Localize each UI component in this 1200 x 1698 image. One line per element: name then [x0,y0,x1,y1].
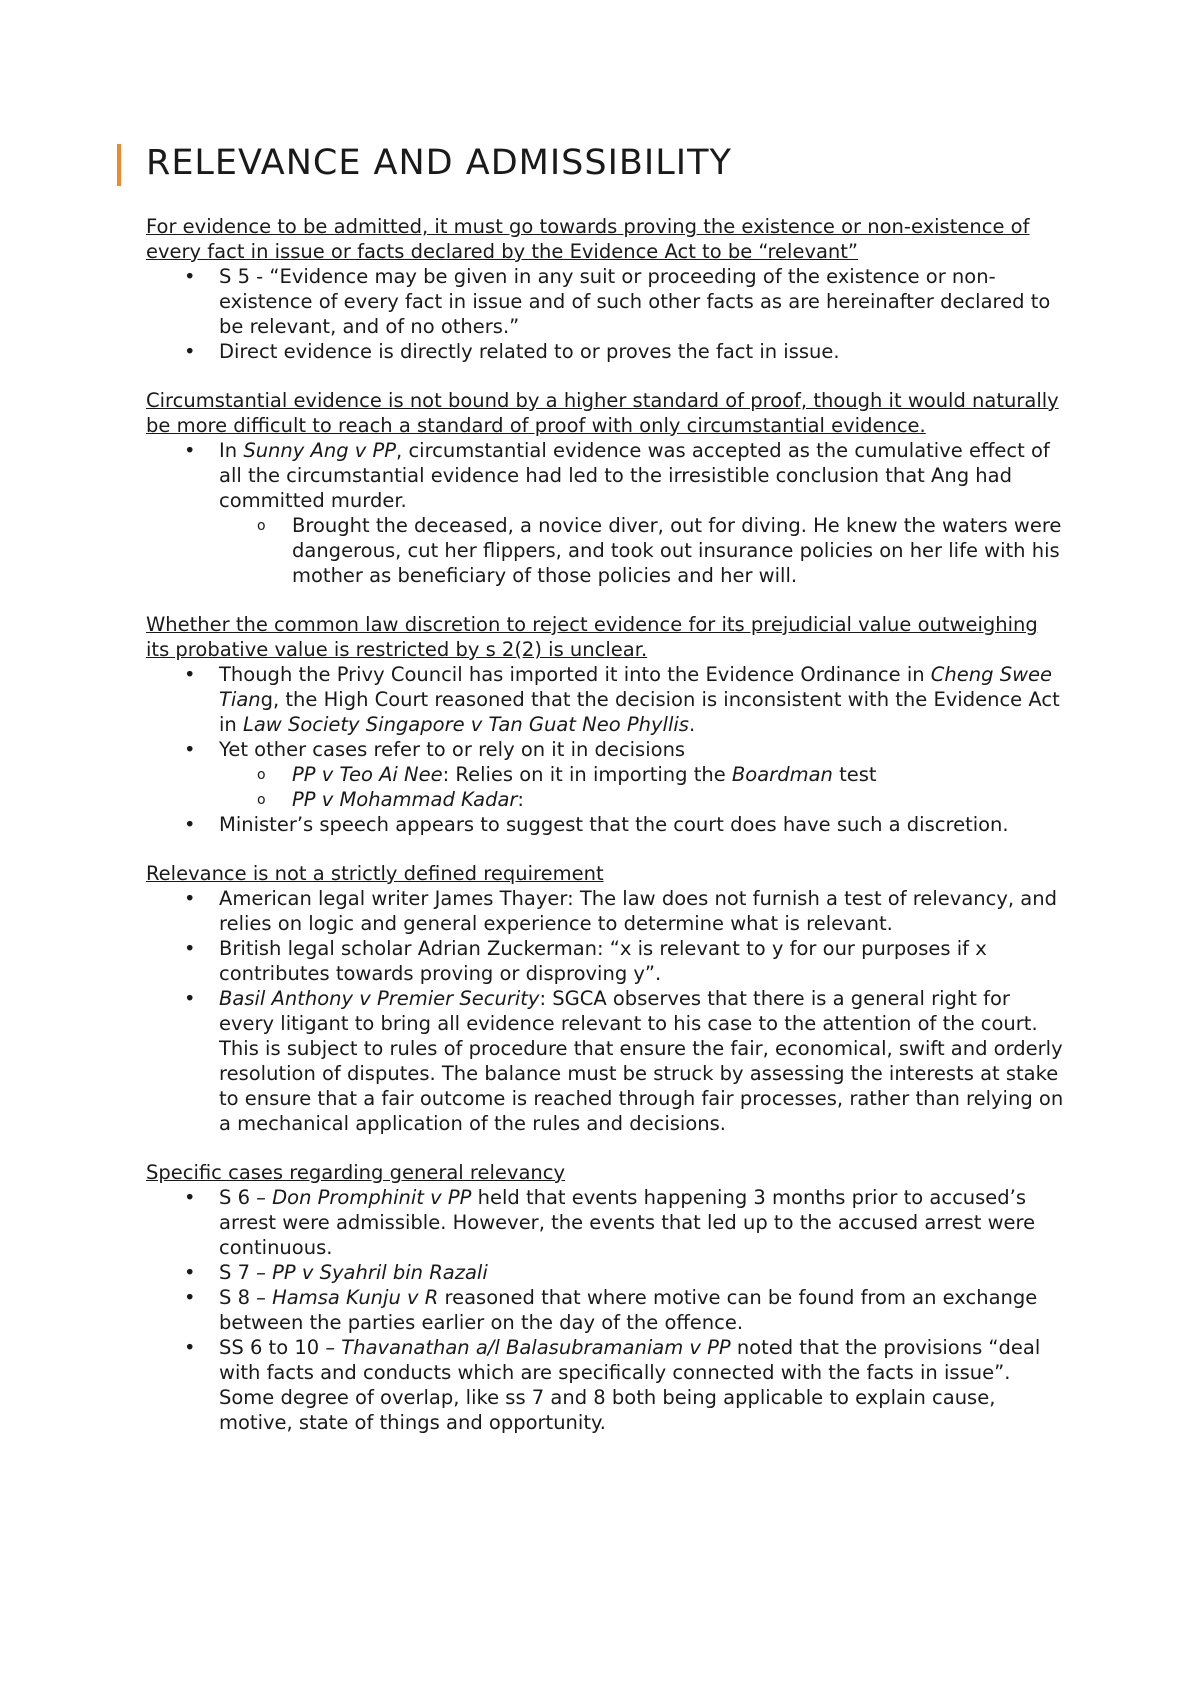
bullet-item [146,737,1066,812]
bullet-item [146,1260,1066,1285]
text-run: Though the Privy Council has imported it into the Evidence Ordinance in [219,663,931,686]
bullet-item [146,1185,1066,1260]
document-page [146,140,1066,1459]
bullet-list [146,662,1066,837]
text-run: Minister’s speech appears to suggest that the court does have such a discretion. [219,813,1009,836]
case-name: Thavanathan a/l Balasubramaniam v PP [341,1336,731,1359]
bullet-item [146,886,1066,936]
text-run: S 7 – [219,1261,273,1284]
section [146,1160,1066,1435]
title-accent-bar [117,144,121,186]
case-name: Cheng Swee Tian [219,663,1053,711]
page-title: RELEVANCE AND ADMISSIBILITY [146,143,732,183]
bullet-item [146,986,1066,1136]
case-name: PP v Syahril bin Razali [272,1261,488,1284]
case-name: PP v Teo Ai Nee [292,763,443,786]
section-heading: Whether the common law discretion to reject evidence for its prejudicial value outweighing its probative value is restricted by s 2(2) is unclear. [146,613,1038,661]
bullet-list [146,886,1066,1136]
case-name: Don Promphinit v PP [272,1186,472,1209]
bullet-list [146,264,1066,364]
bullet-item [146,936,1066,986]
sub-bullet-item [219,787,1066,812]
text-run: test [832,763,877,786]
bullet-item [146,812,1066,837]
bullet-item [146,438,1066,588]
text-run: noted that the provisions “deal with facts and conducts which are specifically connected with the facts in issue”. Some degree of overlap, like ss 7 and 8 both being applicable to explain cause, motive, state of things and opportunity. [219,1336,1041,1434]
sub-bullet-list [219,762,1066,812]
sub-bullet-item [219,762,1066,787]
text-run: SS 6 to 10 – [219,1336,342,1359]
text-run: : [517,788,524,811]
case-name: PP v Mohammad Kadar [292,788,518,811]
text-run: : SGCA observes that there is a general right for every litigant to bring all evidence relevant to his case to the attention of the court. This is subject to rules of procedure that ensure the fair, economical, swift and orderly resolution of disputes. The balance must be struck by assessing the interests at stake to ensure that a fair outcome is reached through fair processes, rather than relying on a mechanical application of the rules and decisions. [219,987,1064,1135]
section-heading: For evidence to be admitted, it must go towards proving the existence or non-existence of every fact in issue or facts declared by the Evidence Act to be “relevant” [146,215,1030,263]
case-name: Law Society Singapore v Tan Guat Neo Phyllis [242,713,689,736]
bullet-list [146,438,1066,588]
bullet-item [146,1285,1066,1335]
section [146,388,1066,588]
text-run: British legal scholar Adrian Zuckerman: “x is relevant to y for our purposes if x contributes towards proving or disproving y”. [219,937,987,985]
text-run: S 8 – [219,1286,273,1309]
bullet-list [146,1185,1066,1435]
text-run: Brought the deceased, a novice diver, out for diving. He knew the waters were dangerous, cut her flippers, and took out insurance policies on her life with his mother as beneficiary of those policies and her will. [292,514,1062,587]
text-run: Direct evidence is directly related to or proves the fact in issue. [219,340,840,363]
case-name: Boardman [731,763,833,786]
case-name: Hamsa Kunju v R [272,1286,439,1309]
section [146,214,1066,364]
section-heading: Circumstantial evidence is not bound by a higher standard of proof, though it would naturally be more difficult to reach a standard of proof with only circumstantial evidence. [146,389,1059,437]
text-run: , circumstantial evidence was accepted as the cumulative effect of all the circumstantial evidence had led to the irresistible conclusion that Ang had committed murder. [219,439,1050,512]
section [146,861,1066,1136]
text-run: Yet other cases refer to or rely on it in decisions [219,738,686,761]
section-heading: Specific cases regarding general relevancy [146,1161,566,1184]
bullet-item [146,339,1066,364]
text-run: held that events happening 3 months prior to accused’s arrest were admissible. However, the events that led up to the accused arrest were continuous. [219,1186,1036,1259]
bullet-item [146,264,1066,339]
text-run: g, the High Court reasoned that the decision is inconsistent with the Evidence Act in [219,688,1060,736]
section [146,612,1066,837]
text-run: . [688,713,696,736]
text-run: S 6 – [219,1186,273,1209]
section-heading: Relevance is not a strictly defined requirement [146,862,604,885]
sub-bullet-item [219,513,1066,588]
title-row [146,140,1066,192]
text-run: In [219,439,244,462]
bullet-item [146,662,1066,737]
case-name: Sunny Ang v PP [243,439,397,462]
document-body [146,214,1066,1435]
bullet-item [146,1335,1066,1435]
text-run: S 5 - “Evidence may be given in any suit or proceeding of the existence or non-existence of every fact in issue and of such other facts as are hereinafter declared to be relevant, and of no others.” [219,265,1051,338]
sub-bullet-list [219,513,1066,588]
text-run: : Relies on it in importing the [442,763,732,786]
text-run: American legal writer James Thayer: The law does not furnish a test of relevancy, and relies on logic and general experience to determine what is relevant. [219,887,1057,935]
text-run: reasoned that where motive can be found from an exchange between the parties earlier on the day of the offence. [219,1286,1038,1334]
case-name: Basil Anthony v Premier Security [219,987,540,1010]
